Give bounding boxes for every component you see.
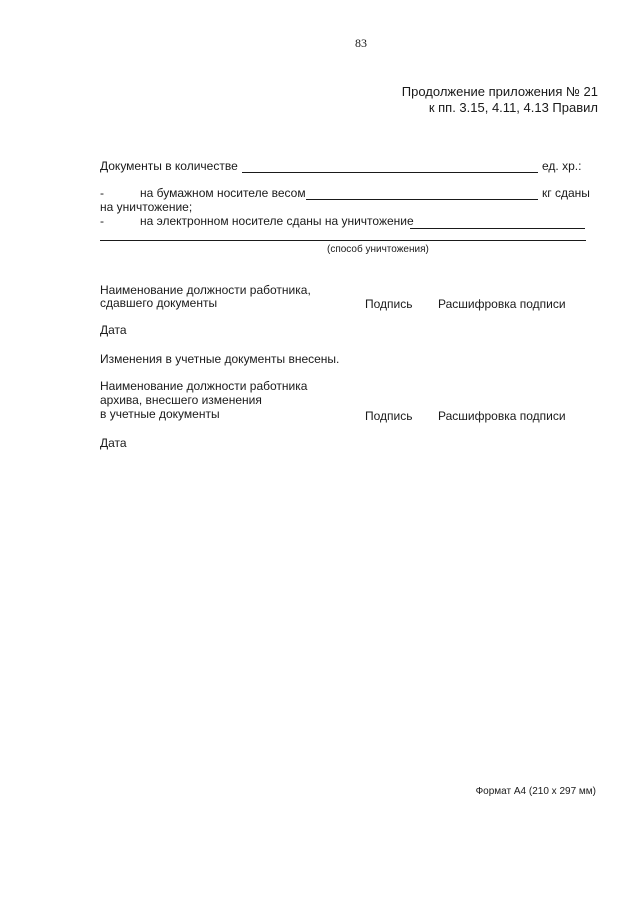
- signature-label-1: Подпись: [365, 297, 413, 311]
- appendix-reference: к пп. 3.15, 4.11, 4.13 Правил: [428, 100, 598, 115]
- paper-weight-line: [306, 199, 538, 200]
- paper-format-note: Формат А4 (210 х 297 мм): [475, 786, 596, 797]
- signature-label-2: Подпись: [365, 409, 413, 423]
- position-title-2-line1: Наименование должности работника: [100, 379, 308, 393]
- position-title-2-line3: в учетные документы: [100, 407, 220, 421]
- paper-weight-unit: кг сданы: [542, 186, 590, 200]
- documents-quantity-label: Документы в количестве: [100, 159, 238, 173]
- date-label-1: Дата: [100, 323, 127, 337]
- signature-decoding-label-2: Расшифровка подписи: [438, 409, 566, 423]
- destruction-method-caption: (способ уничтожения): [327, 244, 429, 255]
- electronic-dash: -: [100, 214, 104, 228]
- paper-weight-label: на бумажном носителе весом: [140, 186, 306, 200]
- paper-dash: -: [100, 186, 104, 200]
- position-title-1-line2: сдавшего документы: [100, 296, 218, 310]
- documents-quantity-line: [242, 172, 538, 173]
- position-title-1-line1: Наименование должности работника,: [100, 283, 311, 297]
- position-title-2-line2: архива, внесшего изменения: [100, 393, 262, 407]
- electronic-label: на электронном носителе сданы на уничтожение: [140, 214, 414, 228]
- paper-continuation: на уничтожение;: [100, 200, 193, 214]
- electronic-line: [410, 228, 585, 229]
- documents-unit-label: ед. хр.:: [542, 159, 582, 173]
- date-label-2: Дата: [100, 436, 127, 450]
- destruction-method-line: [100, 240, 586, 241]
- signature-decoding-label-1: Расшифровка подписи: [438, 297, 566, 311]
- changes-note: Изменения в учетные документы внесены.: [100, 352, 340, 366]
- appendix-title: Продолжение приложения № 21: [401, 84, 598, 99]
- page-number: 83: [355, 36, 367, 50]
